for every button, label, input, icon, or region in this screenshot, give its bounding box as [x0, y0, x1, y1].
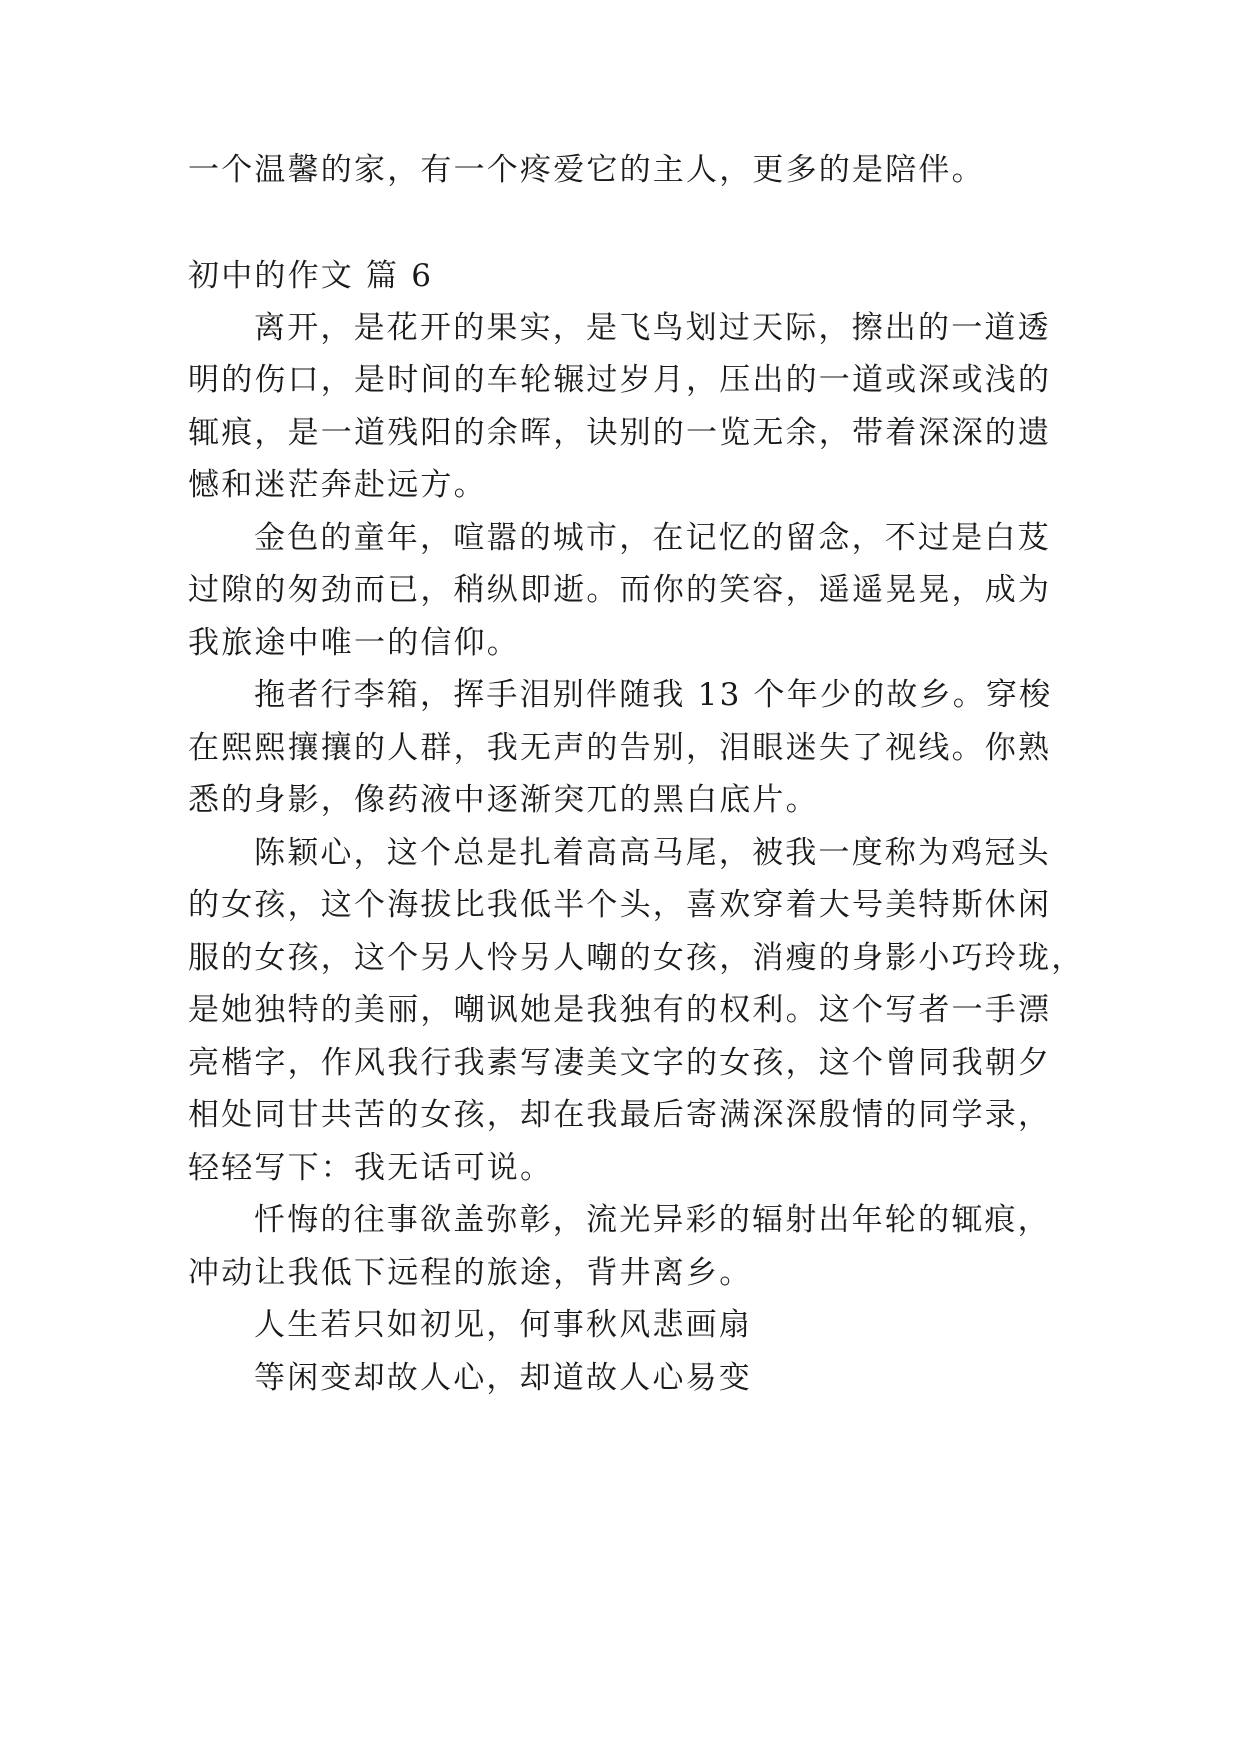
poem-line-2: 等闲变却故人心，却道故人心易变	[254, 1360, 752, 1396]
paragraph-5-line-2: 冲动让我低下远程的旅途，背井离乡。	[188, 1255, 753, 1291]
paragraph-3-line-2: 在熙熙攘攘的人群，我无声的告别，泪眼迷失了视线。你熟	[188, 730, 1052, 766]
paragraph-4-line-4: 是她独特的美丽，嘲讽她是我独有的权利。这个写者一手漂	[188, 992, 1052, 1028]
paragraph-3-line-1: 拖者行李箱，挥手泪别伴随我 13 个年少的故乡。穿梭	[254, 677, 1053, 713]
paragraph-1-line-2: 明的伤口，是时间的车轮辗过岁月，压出的一道或深或浅的	[188, 362, 1052, 398]
paragraph-1-line-1: 离开，是花开的果实，是飞鸟划过天际，擦出的一道透	[254, 310, 1051, 346]
paragraph-4-line-2: 的女孩，这个海拔比我低半个头，喜欢穿着大号美特斯休闲	[188, 887, 1052, 923]
paragraph-4-line-3: 服的女孩，这个另人怜另人嘲的女孩，消瘦的身影小巧玲珑，	[188, 940, 1085, 976]
section-heading: 初中的作文 篇 6	[188, 258, 434, 294]
paragraph-continuation-line: 一个温馨的家，有一个疼爱它的主人，更多的是陪伴。	[188, 152, 985, 188]
paragraph-1-line-3: 辄痕，是一道残阳的余晖，诀别的一览无余，带着深深的遗	[188, 415, 1052, 451]
paragraph-4-line-7: 轻轻写下：我无话可说。	[188, 1150, 554, 1186]
paragraph-2-line-3: 我旅途中唯一的信仰。	[188, 625, 520, 661]
paragraph-3-line-3: 悉的身影，像药液中逐渐突兀的黑白底片。	[188, 782, 819, 818]
paragraph-4-line-6: 相处同甘共苦的女孩，却在我最后寄满深深殷情的同学录，	[188, 1097, 1052, 1133]
paragraph-2-line-2: 过隙的匆劲而已，稍纵即逝。而你的笑容，遥遥晃晃，成为	[188, 572, 1052, 608]
paragraph-4-line-1: 陈颖心，这个总是扎着高高马尾，被我一度称为鸡冠头	[254, 835, 1051, 871]
paragraph-1-line-4: 憾和迷茫奔赴远方。	[188, 467, 487, 503]
paragraph-5-line-1: 忏悔的往事欲盖弥彰，流光异彩的辐射出年轮的辄痕，	[254, 1202, 1051, 1238]
paragraph-2-line-1: 金色的童年，喧嚣的城市，在记忆的留念，不过是白芨	[254, 520, 1051, 556]
poem-line-1: 人生若只如初见，何事秋风悲画扇	[254, 1307, 752, 1343]
paragraph-4-line-5: 亮楷字，作风我行我素写凄美文字的女孩，这个曾同我朝夕	[188, 1045, 1052, 1081]
